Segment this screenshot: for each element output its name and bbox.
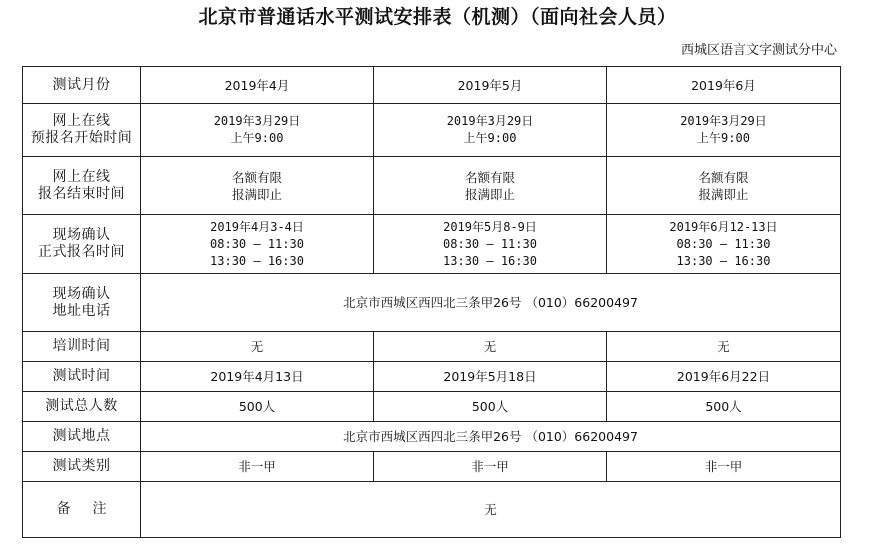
cell-reg-start: 2019年3月29日 上午9:00 (607, 104, 841, 157)
cell-onsite: 2019年5月8-9日 08:30 — 11:30 13:30 — 16:30 (374, 215, 607, 274)
row-header-training: 培训时间 (23, 332, 141, 362)
row-header-test-date: 测试时间 (23, 362, 141, 392)
cell-remark: 无 (141, 482, 841, 538)
table-row-training (23, 332, 841, 362)
table-row-reg-end (23, 157, 841, 215)
page-title: 北京市普通话水平测试安排表（机测）（面向社会人员） (198, 6, 677, 28)
row-header-location: 测试地点 (23, 422, 141, 452)
table-row-remark (23, 482, 841, 538)
cell-reg-end: 名额有限 报满即止 (374, 157, 607, 215)
row-header-test-type: 测试类别 (23, 452, 141, 482)
cell-test-type: 非一甲 (141, 452, 374, 482)
table-row-month (23, 67, 841, 104)
row-header-month: 测试月份 (23, 67, 141, 104)
cell-reg-end: 名额有限 报满即止 (607, 157, 841, 215)
row-header-onsite: 现场确认 正式报名时间 (23, 215, 141, 274)
cell-reg-start: 2019年3月29日 上午9:00 (374, 104, 607, 157)
cell-training: 无 (374, 332, 607, 362)
cell-test-date: 2019年6月22日 (607, 362, 841, 392)
row-header-address: 现场确认 地址电话 (23, 274, 141, 332)
table-row-onsite (23, 215, 841, 274)
row-header-reg-end: 网上在线 报名结束时间 (23, 157, 141, 215)
cell-capacity: 500人 (141, 392, 374, 422)
cell-test-date: 2019年4月13日 (141, 362, 374, 392)
row-header-reg-start: 网上在线 预报名开始时间 (23, 104, 141, 157)
row-header-remark: 备注 (23, 482, 141, 538)
cell-address-phone: 北京市西城区西四北三条甲26号 （010）66200497 (141, 274, 841, 332)
cell-reg-end: 名额有限 报满即止 (141, 157, 374, 215)
table-row-capacity (23, 392, 841, 422)
schedule-table (22, 66, 841, 538)
cell-onsite: 2019年6月12-13日 08:30 — 11:30 13:30 — 16:30 (607, 215, 841, 274)
cell-location: 北京市西城区西四北三条甲26号 （010）66200497 (141, 422, 841, 452)
cell-onsite: 2019年4月3-4日 08:30 — 11:30 13:30 — 16:30 (141, 215, 374, 274)
cell-training: 无 (141, 332, 374, 362)
cell-reg-start: 2019年3月29日 上午9:00 (141, 104, 374, 157)
cell-test-type: 非一甲 (374, 452, 607, 482)
table-row-reg-start (23, 104, 841, 157)
cell-capacity: 500人 (607, 392, 841, 422)
cell-test-date: 2019年5月18日 (374, 362, 607, 392)
cell-month: 2019年5月 (374, 67, 607, 104)
cell-month: 2019年4月 (141, 67, 374, 104)
table-row-test-type (23, 452, 841, 482)
table-row-address (23, 274, 841, 332)
table-row-test-date (23, 362, 841, 392)
cell-capacity: 500人 (374, 392, 607, 422)
organization-name: 西城区语言文字测试分中心 (680, 43, 837, 58)
row-header-capacity: 测试总人数 (23, 392, 141, 422)
cell-training: 无 (607, 332, 841, 362)
cell-month: 2019年6月 (607, 67, 841, 104)
table-row-location (23, 422, 841, 452)
cell-test-type: 非一甲 (607, 452, 841, 482)
